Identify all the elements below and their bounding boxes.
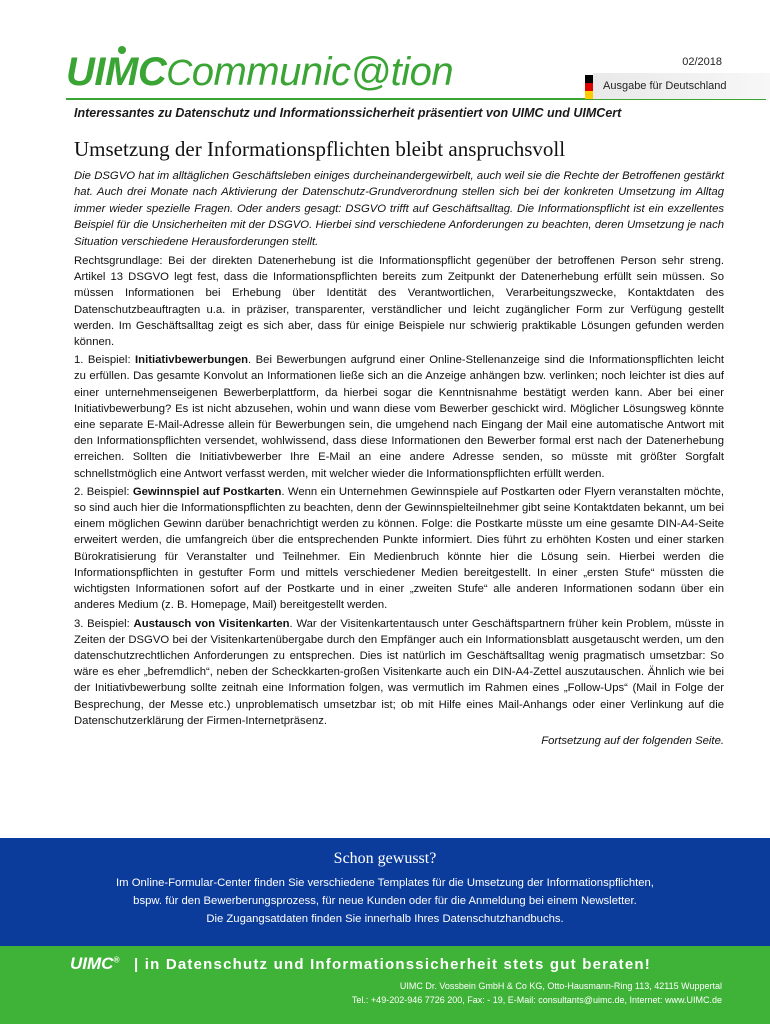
- continued-note: Fortsetzung auf der folgenden Seite.: [541, 734, 724, 747]
- header: [0, 0, 770, 140]
- footer: [0, 946, 770, 1024]
- footer-address: UIMC Dr. Vossbein GmbH & Co KG, Otto-Hausmann-Ring 113, 42115 Wuppertal: [399, 981, 722, 991]
- example-1-heading: Initiativbewerbungen: [135, 354, 249, 367]
- article-title: Umsetzung der Informationspflichten bleibt anspruchsvoll: [74, 137, 566, 161]
- logo-communication: ommunic@tion: [191, 50, 454, 94]
- footer-logo[interactable]: [70, 954, 119, 974]
- logo[interactable]: [66, 50, 453, 95]
- info-box-line-2: bspw. für den Bewerberungsprozess, für neue Kunden oder für die Anmeldung bei einem Newsletter.: [133, 895, 637, 907]
- article: [74, 136, 724, 747]
- edition-label: Ausgabe für Deutschland: [593, 73, 770, 99]
- example-3-heading: Austausch von Visitenkarten: [133, 617, 290, 630]
- example-1-text: . Bei Bewerbungen aufgrund einer Online-Stellenanzeige sind die Informationspflichten leicht zu erfüllen. Das gesamte Konvolut an Informationen ließe sich an die Anzeige anhängen bzw. verlinken; noch leichter ist dies auf einer unternehmenseigenen Bewerberplattform, da hierbei sogar die Kenntnisnahme bestätigt werden kann. Aber bei einer Initiativbewerbung? Es ist nicht abzusehen, wohin und wann diese vom Bewerber geschickt wird. Möglicher Lösungsweg könnte eine separate E-Mail-Adresse allein für Bewerbungen sein, die umgehend nach Eingang der Mail eine automatische Antwort mit den Informationspflichten versendet, wohlwissend, dass diese Informationen den Bewerber formal erst nach der Datenerhebung erreichen. Sollten die Initiativbewerber Ihre E-Mail an eine andere Adresse senden, so müsste mit größter Sorgfalt schnellstmöglich eine Antwort verfasst werden, mit welcher wieder die Informationspflichten erfüllt werden.: [74, 354, 724, 480]
- logo-c: C: [166, 52, 192, 93]
- info-box-line-1: Im Online-Formular-Center finden Sie verschiedene Templates für die Umsetzung der Informationspflichten,: [116, 877, 654, 889]
- issue-date: 02/2018: [682, 56, 722, 68]
- example-3-prefix: 3. Beispiel:: [74, 617, 134, 630]
- paragraph-example-1: [74, 352, 724, 482]
- info-box-line-3: Die Zugangsatdaten finden Sie innerhalb Ihres Datenschutzhandbuchs.: [206, 913, 564, 925]
- info-box-title: Schon gewusst?: [333, 850, 437, 867]
- footer-logo-text: UIMC: [70, 954, 114, 973]
- paragraph-legal-basis: Rechtsgrundlage: Bei der direkten Datenerhebung ist die Informationspflicht gegenüber der betroffenen Person sehr streng. Artikel 13 DSGVO legt fest, dass die Informationspflichten bereits zum Zeitpunkt der Datenerhebung erfüllt sein müssen. So müssen Informationen bei Erhebung über Identität des Verantwortlichen, Verarbeitungszwecke, Kontaktdaten des Datenschutzbeauftragten u.a. in präziser, transparenter, verständlicher und leicht zugänglicher Form zur Verfügung gestellt werden. Im Geschäftsalltag zeigt es sich aber, dass für einige Beispiele nur schwierig praktikable Lösungen gefunden werden können.: [74, 255, 724, 349]
- footer-logo-mark: ®: [113, 955, 120, 965]
- example-2-heading: Gewinnspiel auf Postkarten: [132, 485, 282, 498]
- tagline: Interessantes zu Datenschutz und Informationssicherheit präsentiert von UIMC und UIMCert: [74, 106, 622, 120]
- footer-slogan: | in Datenschutz und Informationssicherheit stets gut beraten!: [134, 956, 651, 973]
- example-2-prefix: 2. Beispiel:: [74, 485, 133, 498]
- example-3-text: . War der Visitenkartentausch unter Geschäftspartnern früher kein Problem, müsste in Zeiten der DSGVO bei der Visitenkartenübergabe durch den Empfänger auch ein Informationsblatt ausgetauscht werden, um den datenschutzrechtlichen Anforderungen zu entsprechen. Dies ist natürlich im Geschäftsalltag wenig pragmatisch umsetzbar: So wäre es eher „befremdlich“, neben der Scheckkarten-großen Visitenkarte auch ein DIN-A4-Zettel auszutauschen. Ähnlich wie bei der Initiativbewerbung sollte zeitnah eine Information folgen, was vermutlich im Rahmen eines „Follow-Ups“ (Mail in Folge der Besprechung, der Messe etc.) unproblematisch umsetzbar ist; ob mit Hilfe eines Mail-Anhangs oder einer Verlinkung auf die Datenschutzerklärung der Firmen-Internetpräsenz.: [74, 617, 724, 727]
- paragraph-example-2: [74, 484, 724, 614]
- info-box: [0, 838, 770, 946]
- example-2-text: . Wenn ein Unternehmen Gewinnspiele auf Postkarten oder Flyern veranstalten möchte, so sind auch hier die Informationspflichten zu beachten, denn der Gewinnspielteilnehmer gibt seine Kontaktdaten bekannt, um bei einem möglichen Gewinn darüber benachrichtigt werden zu können. Folge: die Postkarte müsste um eine gesamte DIN-A4-Seite erweitert werden, die umfangreich über die entsprechenden Punkte informiert. Dies führt zu erhöhten Kosten und einer starken Bürokratisierung für Veranstalter und Teilnehmer. Ein Medienbruch könnte hier die Lösung sein. Hierbei werden die Informationspflichten in gestufter Form und mittels verschiedener Medien bereitgestellt. In einer „ersten Stufe“ müssten die wichtigsten Informationen sofort auf der Postkarte und in einer „zweiten Stufe“ alle anderen Informationen sodann über ein anderes Medium (z. B. Homepage, Mail) bereitgestellt werden.: [74, 485, 725, 612]
- article-intro: Die DSGVO hat im alltäglichen Geschäftsleben einiges durcheinandergewirbelt, auch weil sie die Rechte der Betroffenen gestärkt hat. Auch drei Monate nach Aktivierung der Datenschutz-Grundverordnung stellen sich bei der konkreten Umsetzung im Alltag immer wieder spezielle Fragen. Oder anders gesagt: DSGVO trifft auf Geschäftsalltag. Die Informationspflicht ist ein exzellentes Beispiel für die Unsicherheiten mit der DSGVO. Hierbei sind verschiedene Anforderungen zu beachten, deren Umsetzung je nach Situation verschiedene Herausforderungen stellt.: [74, 170, 724, 248]
- logo-uimc: UIMC: [66, 50, 167, 94]
- german-flag-icon: [585, 75, 593, 99]
- example-1-prefix: 1. Beispiel:: [74, 354, 136, 367]
- footer-contact: Tel.: +49-202-946 7726 200, Fax: - 19, E-Mail: consultants@uimc.de, Internet: www.UIMC.de: [351, 995, 722, 1005]
- paragraph-example-3: [74, 616, 724, 729]
- footer-address-block: [352, 979, 722, 1007]
